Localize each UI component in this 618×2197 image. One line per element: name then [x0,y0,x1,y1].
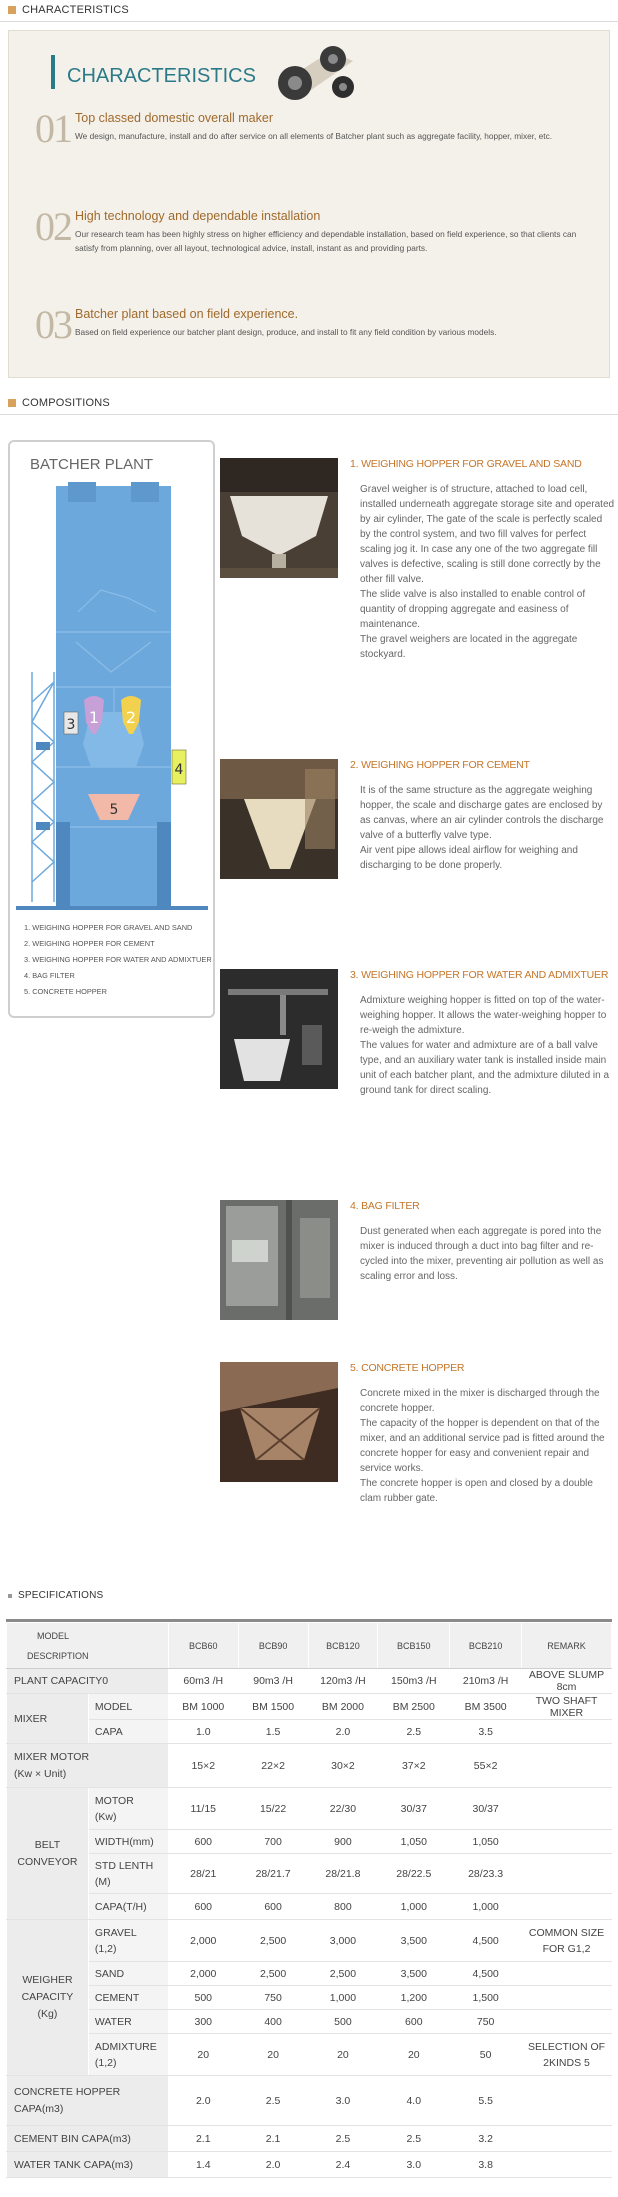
row-label [7,2076,169,2126]
cell: 1,000 [378,1894,450,1920]
characteristics-title: CHARACTERISTICS [67,65,256,87]
cell: 30×2 [308,1744,378,1788]
cell: 50 [450,2034,522,2076]
item-heading: High technology and dependable installation [75,209,321,223]
divider [0,414,618,415]
table-row [7,2034,612,2076]
table-row [7,1962,612,1986]
row-label: WATER TANK CAPA(m3) [7,2152,169,2178]
cell: 2.5 [308,2126,378,2152]
row-label: CAPA [88,1720,168,1744]
cell: 15×2 [168,1744,238,1788]
cell: 400 [238,2010,308,2034]
header-model: BCB60 [168,1623,238,1669]
cell: 20 [308,2034,378,2076]
cell: 150m3 /H [378,1669,450,1694]
cell: BM 2500 [378,1694,450,1720]
legend-item: 3. WEIGHING HOPPER FOR WATER AND ADMIXTUER [24,955,212,964]
item-text: Based on field experience our batcher plant design, produce, and install to fit any field condition by various models. [75,327,497,337]
cell: 11/15 [168,1788,238,1830]
cell: 3,500 [378,1962,450,1986]
row-label-line: MOTOR [94,1794,134,1807]
cell-remark: ABOVE SLUMP 8cm [522,1669,612,1694]
table-row [7,1854,612,1894]
cell: 600 [238,1894,308,1920]
item-heading: Top classed domestic overall maker [75,111,273,125]
table-row [7,1669,612,1694]
cell: 2,500 [238,1962,308,1986]
row-label: CEMENT BIN CAPA(m3) [7,2126,169,2152]
header-remark: REMARK [522,1623,612,1669]
marker-3: 3 [66,717,76,733]
cell: 37×2 [378,1744,450,1788]
cell: 28/23.3 [450,1854,522,1894]
cell: 28/21.7 [238,1854,308,1894]
remark-line: COMMON SIZE [528,1926,605,1939]
row-label: PLANT CAPACITY0 [7,1669,169,1694]
cell: 4,500 [450,1920,522,1962]
cell: 1,500 [450,1986,522,2010]
cell: 3.0 [308,2076,378,2126]
cell: 2,000 [168,1920,238,1962]
cell: 2.0 [238,2152,308,2178]
cell: 20 [168,2034,238,2076]
cell: 2,500 [308,1962,378,1986]
concrete-hopper-photo [220,1362,338,1482]
cell-remark [522,1920,612,1962]
composition-heading: 3. WEIGHING HOPPER FOR WATER AND ADMIXTUER [350,969,609,981]
batcher-plant-diagram-box [8,440,215,1018]
row-label [88,1788,168,1830]
section-label: CHARACTERISTICS [22,4,129,16]
row-label-line: ADMIXTURE [94,2040,157,2053]
cell: 300 [168,2010,238,2034]
cell: 28/22.5 [378,1854,450,1894]
cell: 1,000 [450,1894,522,1920]
table-row [7,1694,612,1720]
cell: BM 3500 [450,1694,522,1720]
specifications-table [6,1622,612,2178]
composition-text: Admixture weighing hopper is fitted on top of the water-weighing hopper. It allows the water-weighing hopper to re-weigh the admixture. The values for water and admixture are of a ball valve type, and an auxiliary water tank is installed inside main unit of each batcher plant, and the admixture diluted in a ground tank for direct scaling. [360,995,610,1096]
remark-line: FOR G1,2 [542,1942,591,1955]
header-model: BCB150 [378,1623,450,1669]
row-group-label: MIXER [7,1694,89,1744]
table-row [7,2126,612,2152]
plant-legend [24,920,212,1000]
cell: 750 [450,2010,522,2034]
item-number: 03 [35,302,71,347]
row-label: CEMENT [88,1986,168,2010]
row-label: WATER [88,2010,168,2034]
row-label-line: CONVEYOR [17,1855,78,1868]
cell: 600 [378,2010,450,2034]
table-row [7,1788,612,1830]
row-label [7,1744,169,1788]
row-label-line: (M) [94,1875,111,1888]
composition-heading: 2. WEIGHING HOPPER FOR CEMENT [350,759,530,771]
cell: 2,500 [238,1920,308,1962]
row-label [88,1920,168,1962]
row-label-line: (Kw) [94,1810,117,1823]
item-text: Our research team has been highly stress on higher efficiency and dependable installation, based on field experience, so that clients can satisfy from planning, over all layout, technological advice, install, instant as and providing parts. [75,229,577,253]
table-row [7,1744,612,1788]
cell: 800 [308,1894,378,1920]
cell: 30/37 [378,1788,450,1830]
cell: 3.5 [450,1720,522,1744]
cell: 28/21 [168,1854,238,1894]
cell: 55×2 [450,1744,522,1788]
header-model: BCB120 [308,1623,378,1669]
cell: 2.1 [168,2126,238,2152]
remark-line: SELECTION OF [528,2040,606,2053]
legend-item: 5. CONCRETE HOPPER [24,987,107,996]
cell: 2.0 [168,2076,238,2126]
header-model: BCB90 [238,1623,308,1669]
cell: 2,000 [168,1962,238,1986]
batcher-plant-illustration [16,482,208,912]
table-row [7,1920,612,1962]
cell: 20 [238,2034,308,2076]
composition-text: It is of the same structure as the aggregate weighing hopper, the scale and discharge gates are enclosed by as canvas, where an air cylinder controls the discharge valve of a butterfly valve type. Air vent pipe allows ideal airflow for weighing and discharging to be done properly. [360,785,604,871]
cell: 15/22 [238,1788,308,1830]
cell: 700 [238,1830,308,1854]
section-bullet-icon [8,6,16,14]
cell: 1.5 [238,1720,308,1744]
row-label-line: BELT [34,1838,61,1851]
cell-remark: TWO SHAFT MIXER [522,1694,612,1720]
cell: 3,000 [308,1920,378,1962]
characteristics-section-header [0,0,618,22]
table-row [7,1720,612,1744]
cell: 20 [378,2034,450,2076]
marker-2: 2 [125,708,137,727]
cell: 30/37 [450,1788,522,1830]
cell: BM 1500 [238,1694,308,1720]
table-row [7,1894,612,1920]
item-heading: Batcher plant based on field experience. [75,307,299,321]
table-header-row [7,1623,612,1669]
cell: 500 [308,2010,378,2034]
marker-5: 5 [109,802,119,818]
divider [0,21,618,22]
item-number: 02 [35,204,71,249]
legend-item: 2. WEIGHING HOPPER FOR CEMENT [24,939,155,948]
row-label-line: WEIGHER [22,1974,73,1986]
cell: 210m3 /H [450,1669,522,1694]
cell: 120m3 /H [308,1669,378,1694]
composition-text: Dust generated when each aggregate is pored into the mixer is induced through a duct into bag filter and re-cycled into the mixer, preventing air pollution as well as scaling error and loss. [360,1226,604,1282]
row-label-line: CONCRETE HOPPER [14,2085,121,2098]
row-group-label [7,1788,89,1920]
cell: 3.2 [450,2126,522,2152]
cell: 1,000 [308,1986,378,2010]
header-model: BCB210 [450,1623,522,1669]
cell: 600 [168,1830,238,1854]
row-label-line: (1,2) [94,1942,117,1955]
cell: 2.5 [378,2126,450,2152]
cell: 1,050 [378,1830,450,1854]
row-label-line: GRAVEL [94,1926,137,1939]
cell: 2.1 [238,2126,308,2152]
cell: 28/21.8 [308,1854,378,1894]
cell: 500 [168,1986,238,2010]
cell: 3.0 [378,2152,450,2178]
specifications-section-header [0,1586,618,1608]
cell: 750 [238,1986,308,2010]
row-label: CAPA(T/H) [88,1894,168,1920]
cell: 3.8 [450,2152,522,2178]
marker-4: 4 [174,762,184,778]
cell: 3,500 [378,1920,450,1962]
table-row [7,1830,612,1854]
cell: 5.5 [450,2076,522,2126]
row-label [88,2034,168,2076]
cell: 2.5 [238,2076,308,2126]
cell: 2.0 [308,1720,378,1744]
cell: 1,050 [450,1830,522,1854]
cell: 22/30 [308,1788,378,1830]
gears-icon [271,39,361,107]
table-row [7,1986,612,2010]
characteristics-box [8,30,610,378]
legend-item: 1. WEIGHING HOPPER FOR GRAVEL AND SAND [24,923,193,932]
header-corner-top: MODEL [37,1630,70,1641]
header-corner [7,1623,169,1669]
bag-filter-photo [220,1200,338,1320]
table-row [7,2010,612,2034]
cement-hopper-photo [220,759,338,879]
table-row [7,2152,612,2178]
gravel-hopper-photo [220,458,338,578]
row-label [88,1854,168,1894]
section-label: COMPOSITIONS [22,397,110,409]
marker-1: 1 [88,708,100,727]
remark-line: 2KINDS 5 [543,2056,590,2069]
row-label-line: CAPA(m3) [14,2102,64,2115]
row-label-line: CAPACITY [21,1991,74,2003]
cell: 1.4 [168,2152,238,2178]
row-label: WIDTH(mm) [88,1830,168,1854]
composition-text: Concrete mixed in the mixer is discharged through the concrete hopper. The capacity of the hopper is dependent on that of the mixer, and an additional service pad is fitted around the concrete hopper for easy and convenient repair and service works. The concrete hopper is open and closed by a double clam rubber gate. [360,1388,605,1504]
compositions-section-header [0,393,618,415]
cell-remark [522,2034,612,2076]
row-label: SAND [88,1962,168,1986]
cell: 2.5 [378,1720,450,1744]
item-text: We design, manufacture, install and do after service on all elements of Batcher plant such as aggregate facility, hopper, mixer, etc. [75,131,553,141]
cell: 2.4 [308,2152,378,2178]
cell: 60m3 /H [168,1669,238,1694]
cell: 1.0 [168,1720,238,1744]
composition-heading: 4. BAG FILTER [350,1200,420,1212]
section-bullet-icon [8,399,16,407]
section-bullet-icon [8,1594,12,1598]
row-label-line: MIXER MOTOR [14,1750,90,1763]
row-label-line: STD LENTH [94,1859,154,1872]
cell: 90m3 /H [238,1669,308,1694]
composition-heading: 5. CONCRETE HOPPER [350,1362,465,1374]
section-label: SPECIFICATIONS [18,1590,104,1601]
composition-heading: 1. WEIGHING HOPPER FOR GRAVEL AND SAND [350,458,582,470]
cell: 4.0 [378,2076,450,2126]
cell: BM 1000 [168,1694,238,1720]
row-label: MODEL [88,1694,168,1720]
row-label-line: (1,2) [94,2056,117,2069]
cell: 900 [308,1830,378,1854]
water-hopper-photo [220,969,338,1089]
cell: 600 [168,1894,238,1920]
item-number: 01 [35,106,71,151]
row-label-line: (Kw × Unit) [14,1767,67,1780]
composition-text: Gravel weigher is of structure, attached to load cell, installed underneath aggregate storage site and operated by air cylinder, The gate of the scale is perfectly scaled by the control system, and two fill valves for perfect scaling jog it. In case any one of the two aggregate fill valves is defective, scaling is still done correctly by the other fill valve. The slide valve is also installed to enable control of quantity of dropping aggregate and easiness of maintenance. The gravel weighers are located in the aggregate stockyard. [360,484,615,660]
row-group-label [7,1920,89,2076]
cell: 4,500 [450,1962,522,1986]
legend-item: 4. BAG FILTER [24,971,75,980]
header-corner-bottom: DESCRIPTION [27,1650,89,1661]
title-accent-bar [51,55,55,89]
cell: 1,200 [378,1986,450,2010]
plant-title: BATCHER PLANT [30,456,154,473]
cell: BM 2000 [308,1694,378,1720]
table-row [7,2076,612,2126]
row-label-line: (Kg) [37,2008,58,2020]
cell: 22×2 [238,1744,308,1788]
